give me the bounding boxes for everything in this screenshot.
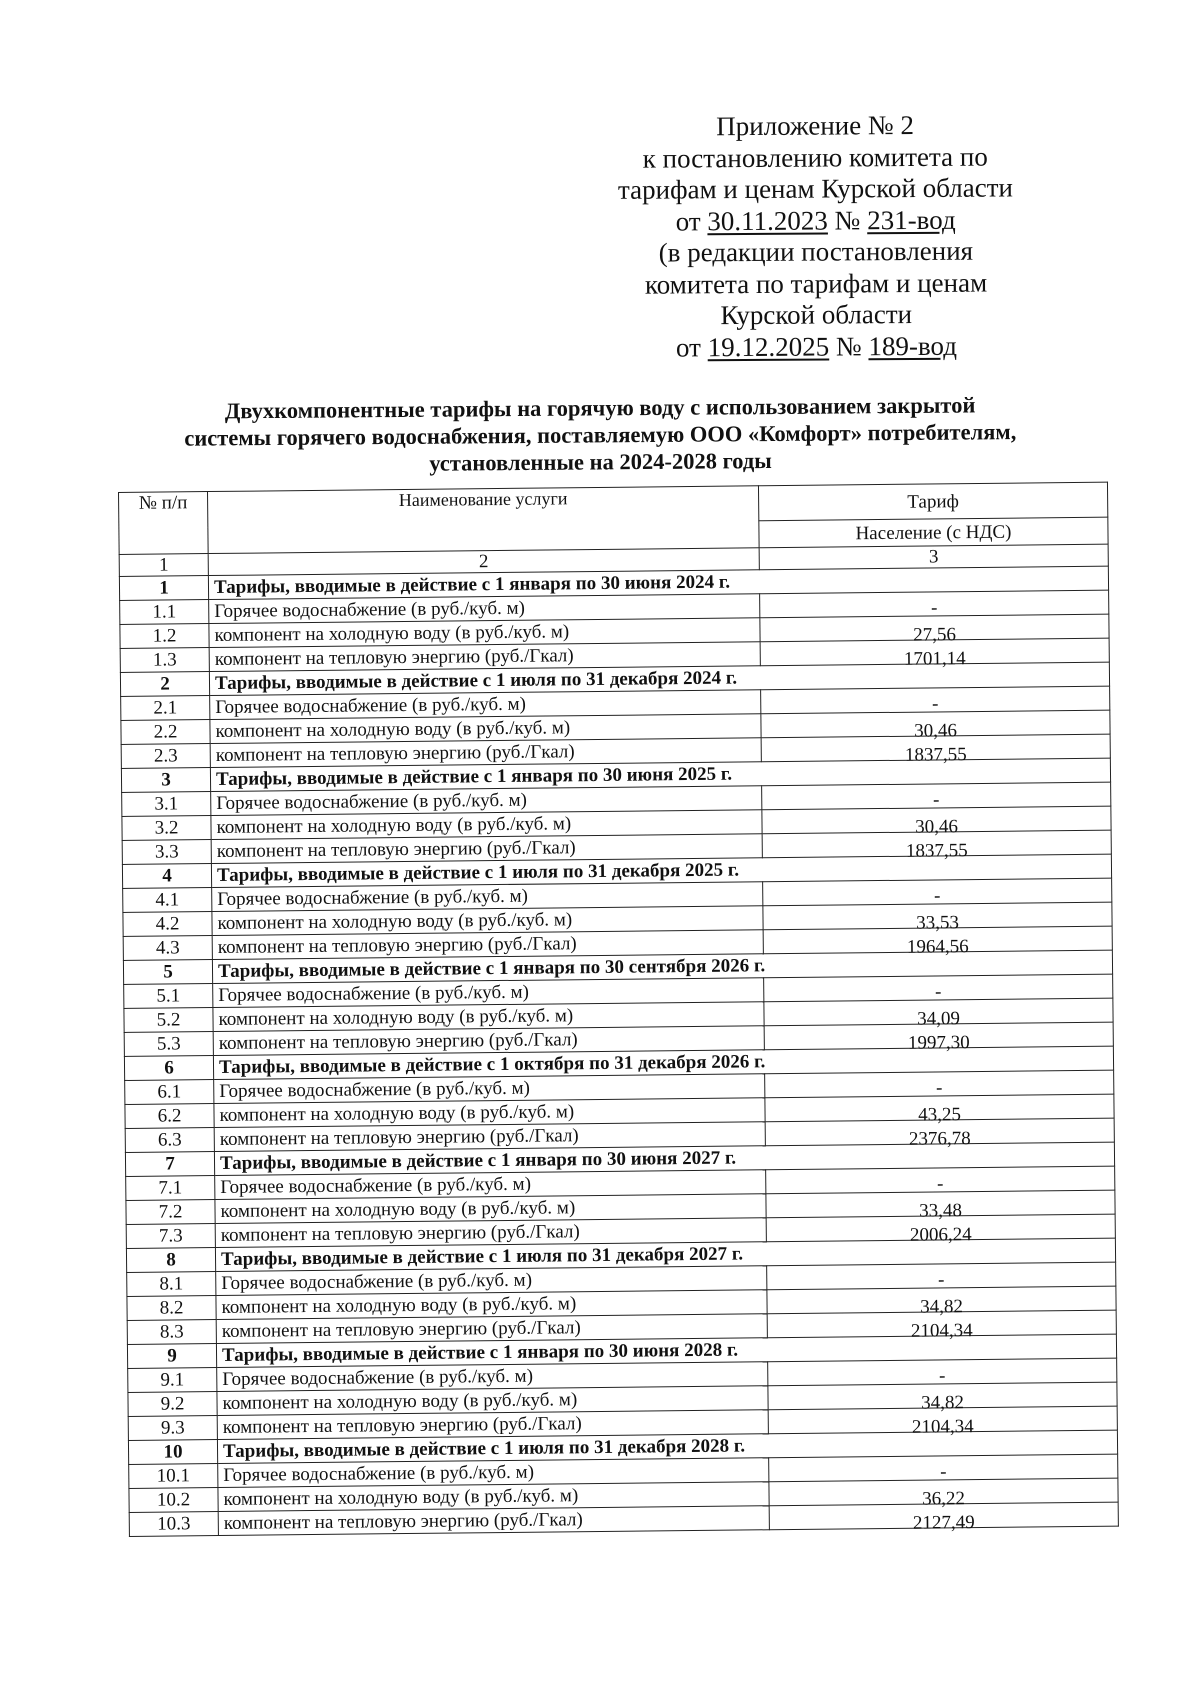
- row-number: 10.3: [129, 1512, 218, 1537]
- index-cell: 2: [208, 548, 759, 576]
- index-cell: 3: [759, 544, 1108, 570]
- row-number: 5.1: [124, 984, 213, 1009]
- tariff-value: 34,82: [920, 1296, 964, 1318]
- resolution-date: 30.11.2023: [707, 205, 828, 236]
- tariff-value: 1837,55: [905, 840, 968, 862]
- amendment-date: 19.12.2025: [707, 331, 830, 362]
- period-number: 9: [127, 1344, 216, 1369]
- period-number: 6: [124, 1056, 213, 1081]
- tariff-value-cell: [768, 1358, 1117, 1386]
- row-number: 1.3: [120, 648, 209, 673]
- period-number: 3: [121, 768, 210, 793]
- row-number: 4.1: [123, 888, 212, 913]
- tariff-value: 34,82: [921, 1392, 965, 1414]
- tariff-value-cell: [760, 590, 1109, 618]
- service-name: Горячее водоснабжение (в руб./куб. м): [212, 882, 763, 912]
- col-num-header: № п/п: [119, 492, 209, 555]
- title-line: установленные на 2024-2028 годы: [429, 448, 772, 476]
- row-number: 2.1: [121, 696, 210, 721]
- period-title: Тарифы, вводимые в действие с 1 июля по 31 декабря 2027 г.: [215, 1238, 1115, 1271]
- tariff-table-wrapper: [118, 482, 1119, 1537]
- tariff-value-cell: [764, 974, 1113, 1002]
- tariff-value: 33,48: [919, 1200, 963, 1222]
- row-number: 7.3: [126, 1224, 215, 1249]
- tariff-value: -: [933, 885, 941, 907]
- tariff-value-cell: [761, 686, 1110, 714]
- tariff-value-cell: [766, 1166, 1115, 1194]
- row-number: 3.3: [122, 840, 211, 865]
- tariff-value: 2104,34: [911, 1416, 974, 1438]
- row-number: 3.1: [122, 792, 211, 817]
- service-name: компонент на тепловую энергию (руб./Гкал): [211, 834, 762, 864]
- row-number: 2.2: [121, 720, 210, 745]
- period-title: Тарифы, вводимые в действие с 1 января по 30 сентября 2026 г.: [212, 950, 1112, 983]
- period-number: 10: [128, 1440, 217, 1465]
- tariff-value: 1701,14: [903, 648, 966, 670]
- period-number: 1: [119, 576, 208, 601]
- col-name-header: Наименование услуги: [208, 486, 760, 554]
- service-name: компонент на холодную воду (в руб./куб. м): [216, 1290, 767, 1320]
- service-name: компонент на холодную воду (в руб./куб. м): [217, 1386, 768, 1416]
- tariff-value: -: [931, 693, 939, 715]
- period-title: Тарифы, вводимые в действие с 1 января по 30 июня 2024 г.: [208, 566, 1108, 599]
- tariff-table: [118, 482, 1119, 1537]
- title-line: Двухкомпонентные тарифы на горячую воду с использованием закрытой: [224, 392, 976, 424]
- row-number: 7.1: [126, 1176, 215, 1201]
- row-number: 9.2: [128, 1392, 217, 1417]
- tariff-value: -: [934, 981, 942, 1003]
- row-number: 8.2: [127, 1296, 216, 1321]
- row-number: 10.2: [129, 1488, 218, 1513]
- row-number: 1.1: [120, 600, 209, 625]
- period-number: 8: [126, 1248, 215, 1273]
- title-line: системы горячего водоснабжения, поставляемую ООО «Комфорт» потребителям,: [184, 419, 1017, 451]
- period-number: 4: [122, 864, 211, 889]
- col-population-header: Население (с НДС): [759, 517, 1108, 548]
- tariff-value: 2104,34: [910, 1320, 973, 1342]
- service-name: компонент на тепловую энергию (руб./Гкал): [216, 1314, 767, 1344]
- tariff-value: -: [939, 1365, 946, 1387]
- document-title: [140, 391, 1061, 479]
- service-name: компонент на тепловую энергию (руб./Гкал): [212, 930, 763, 960]
- tariff-value: -: [938, 1269, 945, 1291]
- index-cell: 1: [119, 554, 208, 577]
- service-name: компонент на холодную воду (в руб./куб. м): [215, 1194, 766, 1224]
- resolution-number: 231-вод: [867, 204, 956, 235]
- service-name: Горячее водоснабжение (в руб./куб. м): [213, 978, 764, 1008]
- period-title: Тарифы, вводимые в действие с 1 января по 30 июня 2027 г.: [214, 1142, 1114, 1175]
- row-number: 6.1: [125, 1080, 214, 1105]
- appendix-resolution-line: от 30.11.2023 № 231-вод: [675, 204, 956, 236]
- service-name: компонент на тепловую энергию (руб./Гкал): [215, 1218, 766, 1248]
- service-name: Горячее водоснабжение (в руб./куб. м): [218, 1458, 769, 1488]
- row-number: 1.2: [120, 624, 209, 649]
- service-name: Горячее водоснабжение (в руб./куб. м): [209, 594, 760, 624]
- tariff-value: -: [940, 1461, 947, 1483]
- period-title: Тарифы, вводимые в действие с 1 июля по 31 декабря 2028 г.: [217, 1430, 1117, 1463]
- tariff-value: -: [937, 1173, 944, 1195]
- col-tariff-header: Тариф: [758, 482, 1107, 521]
- tariff-value-cell: [765, 1070, 1114, 1098]
- tariff-value: 1837,55: [904, 744, 967, 766]
- service-name: Горячее водоснабжение (в руб./куб. м): [217, 1362, 768, 1392]
- service-name: компонент на тепловую энергию (руб./Гкал): [217, 1410, 768, 1440]
- row-number: 5.3: [124, 1032, 213, 1057]
- tariff-value: 34,09: [917, 1008, 961, 1030]
- service-name: Горячее водоснабжение (в руб./куб. м): [211, 786, 762, 816]
- tariff-value: 2127,49: [912, 1512, 975, 1534]
- service-name: компонент на холодную воду (в руб./куб. м): [218, 1482, 769, 1512]
- tariff-value: 36,22: [922, 1488, 966, 1510]
- appendix-number: Приложение № 2: [716, 109, 915, 142]
- period-number: 7: [125, 1152, 214, 1177]
- period-title: Тарифы, вводимые в действие с 1 июля по 31 декабря 2025 г.: [211, 854, 1111, 887]
- service-name: компонент на тепловую энергию (руб./Гкал): [209, 642, 760, 672]
- tariff-value: 30,46: [914, 720, 958, 742]
- appendix-ref-line: (в редакции постановления: [658, 235, 974, 268]
- tariff-value: 2376,78: [908, 1128, 971, 1150]
- service-name: компонент на холодную воду (в руб./куб. м): [212, 906, 763, 936]
- service-name: компонент на холодную воду (в руб./куб. м): [209, 618, 760, 648]
- service-name: компонент на тепловую энергию (руб./Гкал): [210, 738, 761, 768]
- period-title: Тарифы, вводимые в действие с 1 октября по 31 декабря 2026 г.: [213, 1046, 1113, 1079]
- service-name: компонент на холодную воду (в руб./куб. м): [210, 714, 761, 744]
- service-name: компонент на холодную воду (в руб./куб. м): [214, 1098, 765, 1128]
- period-number: 5: [123, 960, 212, 985]
- tariff-value: 2006,24: [909, 1224, 972, 1246]
- row-number: 5.2: [124, 1008, 213, 1033]
- tariff-value: 33,53: [916, 912, 960, 934]
- appendix-header: [585, 109, 1047, 364]
- amendment-number: 189-вод: [868, 330, 958, 361]
- row-number: 4.2: [123, 912, 212, 937]
- row-number: 6.3: [125, 1128, 214, 1153]
- row-number: 9.3: [128, 1416, 217, 1441]
- period-number: 2: [120, 672, 209, 697]
- tariff-value-cell: [769, 1454, 1118, 1482]
- row-number: 8.3: [127, 1320, 216, 1345]
- tariff-value: -: [932, 789, 940, 811]
- tariff-value-cell: [762, 782, 1111, 810]
- appendix-ref-line: Курской области: [720, 299, 913, 331]
- row-number: 7.2: [126, 1200, 215, 1225]
- service-name: компонент на холодную воду (в руб./куб. м): [211, 810, 762, 840]
- appendix-amendment-line: от 19.12.2025 № 189-вод: [675, 330, 958, 362]
- row-number: 4.3: [123, 936, 212, 961]
- tariff-value-cell: [763, 878, 1112, 906]
- tariff-value: -: [936, 1077, 943, 1099]
- row-number: 8.1: [127, 1272, 216, 1297]
- service-name: Горячее водоснабжение (в руб./куб. м): [214, 1074, 765, 1104]
- tariff-value-cell: [767, 1262, 1116, 1290]
- period-title: Тарифы, вводимые в действие с 1 июля по 31 декабря 2024 г.: [209, 662, 1109, 695]
- period-title: Тарифы, вводимые в действие с 1 января по 30 июня 2028 г.: [216, 1334, 1116, 1367]
- appendix-ref-line: тарифам и ценам Курской области: [617, 172, 1014, 205]
- row-number: 6.2: [125, 1104, 214, 1129]
- appendix-ref-line: комитета по тарифам и ценам: [644, 267, 988, 300]
- service-name: компонент на холодную воду (в руб./куб. м): [213, 1002, 764, 1032]
- service-name: Горячее водоснабжение (в руб./куб. м): [215, 1170, 766, 1200]
- tariff-value: 43,25: [918, 1104, 962, 1126]
- tariff-value: 1964,56: [906, 936, 969, 958]
- service-name: компонент на тепловую энергию (руб./Гкал): [218, 1506, 769, 1536]
- service-name: компонент на тепловую энергию (руб./Гкал): [214, 1122, 765, 1152]
- service-name: Горячее водоснабжение (в руб./куб. м): [216, 1266, 767, 1296]
- tariff-value: 1997,30: [907, 1032, 970, 1054]
- tariff-value: -: [930, 597, 938, 619]
- row-number: 3.2: [122, 816, 211, 841]
- row-number: 9.1: [128, 1368, 217, 1393]
- service-name: компонент на тепловую энергию (руб./Гкал): [213, 1026, 764, 1056]
- row-number: 10.1: [129, 1464, 218, 1489]
- tariff-value: 30,46: [915, 816, 959, 838]
- service-name: Горячее водоснабжение (в руб./куб. м): [210, 690, 761, 720]
- appendix-ref-line: к постановлению комитета по: [642, 141, 988, 174]
- tariff-value: 27,56: [913, 624, 957, 646]
- row-number: 2.3: [121, 744, 210, 769]
- period-title: Тарифы, вводимые в действие с 1 января по 30 июня 2025 г.: [210, 758, 1110, 791]
